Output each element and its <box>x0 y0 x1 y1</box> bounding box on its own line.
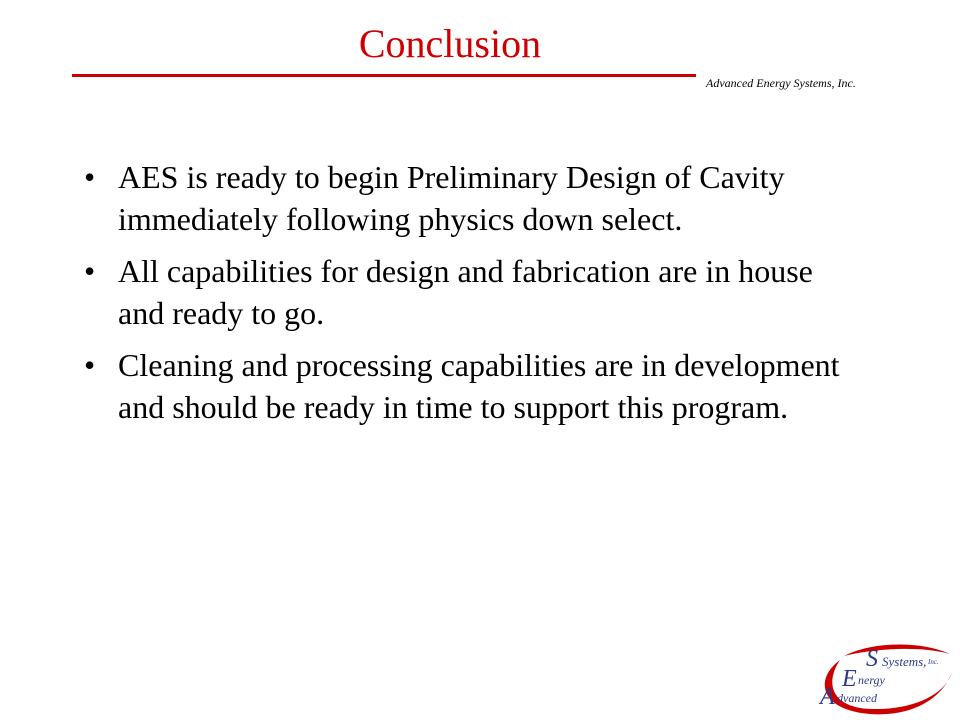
bullet-list <box>84 156 844 438</box>
bullet-icon: • <box>84 347 96 383</box>
logo-energy-text: nergy <box>858 673 885 687</box>
bullet-icon: • <box>84 253 96 289</box>
title-underline <box>72 74 696 77</box>
bullet-text: All capabilities for design and fabrication are in house and ready to go. <box>118 253 813 331</box>
bullet-text: AES is ready to begin Preliminary Design of Cavity immediately following physics down select. <box>118 159 785 237</box>
bullet-text: Cleaning and processing capabilities are in development and should be ready in time to support this program. <box>118 347 840 425</box>
logo-systems-text: Systems, <box>882 654 927 669</box>
bullet-item <box>84 344 844 428</box>
logo-energy-initial: E <box>842 666 857 692</box>
logo-advanced-text: dvanced <box>837 691 877 705</box>
bullet-icon: • <box>84 159 96 195</box>
company-logo <box>810 638 956 718</box>
company-name: Advanced Energy Systems, Inc. <box>706 76 856 90</box>
bullet-item <box>84 156 844 240</box>
logo-systems-initial: S <box>866 646 878 672</box>
logo-inc-text: Inc. <box>928 658 939 666</box>
slide-title: Conclusion <box>358 21 542 66</box>
bullet-item <box>84 250 844 334</box>
logo-advanced-initial: A <box>820 684 835 710</box>
